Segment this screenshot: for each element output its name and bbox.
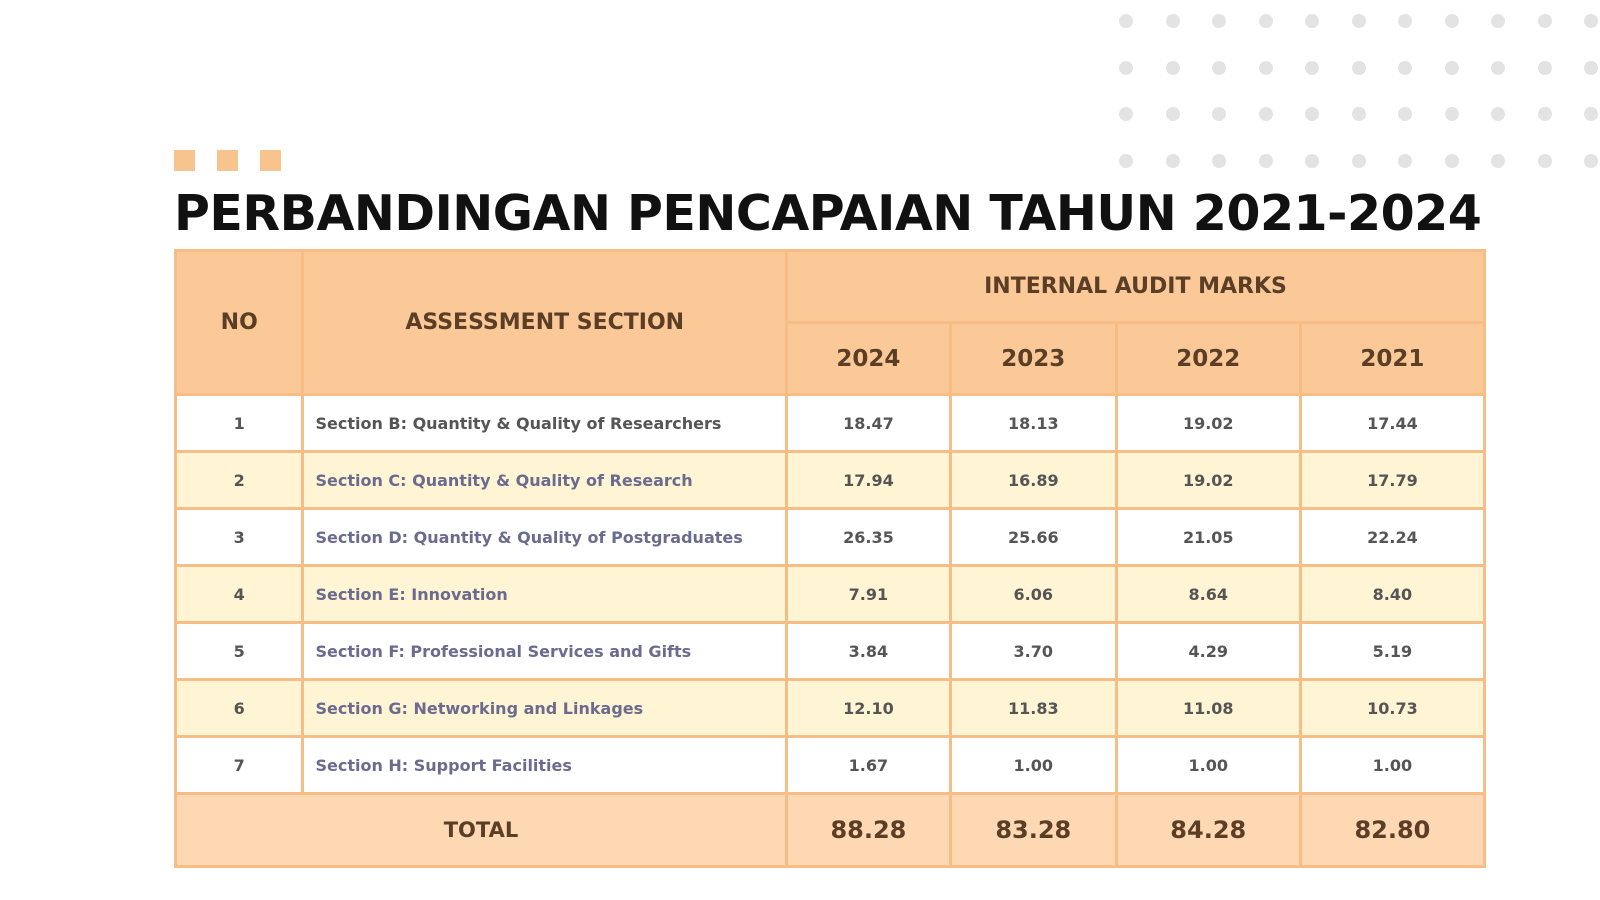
table-row: [176, 395, 1485, 452]
row-value-2022: 19.02: [1116, 395, 1300, 452]
row-value-2023: 16.89: [950, 452, 1116, 509]
header-year-2024: 2024: [786, 323, 950, 395]
square-icon: [260, 150, 281, 171]
table-row: [176, 680, 1485, 737]
dot-icon: [1305, 61, 1319, 75]
dot-icon: [1212, 107, 1226, 121]
row-value-2022: 11.08: [1116, 680, 1300, 737]
row-no: 6: [176, 680, 303, 737]
row-section: Section H: Support Facilities: [303, 737, 787, 794]
dot-icon: [1445, 107, 1459, 121]
dot-icon: [1212, 154, 1226, 168]
decorative-squares: [174, 150, 281, 170]
row-section: Section E: Innovation: [303, 566, 787, 623]
header-assessment-section: ASSESSMENT SECTION: [303, 251, 787, 395]
page-title: PERBANDINGAN PENCAPAIAN TAHUN 2021-2024: [174, 185, 1482, 242]
row-section: Section C: Quantity & Quality of Research: [303, 452, 787, 509]
dot-icon: [1491, 107, 1505, 121]
row-no: 7: [176, 737, 303, 794]
row-value-2022: 1.00: [1116, 737, 1300, 794]
row-value-2024: 18.47: [786, 395, 950, 452]
table-row: [176, 737, 1485, 794]
dot-icon: [1538, 107, 1552, 121]
dot-icon: [1398, 107, 1412, 121]
row-value-2022: 19.02: [1116, 452, 1300, 509]
dot-icon: [1259, 107, 1273, 121]
dot-icon: [1398, 14, 1412, 28]
dot-icon: [1352, 14, 1366, 28]
dot-icon: [1584, 107, 1598, 121]
total-row: [176, 794, 1485, 867]
total-value-2024: 88.28: [786, 794, 950, 867]
dot-icon: [1445, 154, 1459, 168]
dot-icon: [1119, 14, 1133, 28]
row-value-2024: 7.91: [786, 566, 950, 623]
dot-icon: [1212, 61, 1226, 75]
dot-icon: [1259, 14, 1273, 28]
dot-icon: [1398, 61, 1412, 75]
row-value-2024: 12.10: [786, 680, 950, 737]
dot-icon: [1538, 14, 1552, 28]
row-section: Section G: Networking and Linkages: [303, 680, 787, 737]
row-value-2023: 18.13: [950, 395, 1116, 452]
row-value-2023: 1.00: [950, 737, 1116, 794]
audit-comparison-table: [174, 249, 1486, 868]
row-no: 3: [176, 509, 303, 566]
dot-icon: [1584, 14, 1598, 28]
row-value-2024: 17.94: [786, 452, 950, 509]
dot-icon: [1538, 154, 1552, 168]
row-value-2021: 10.73: [1300, 680, 1484, 737]
dot-icon: [1305, 14, 1319, 28]
dot-icon: [1166, 107, 1180, 121]
dot-icon: [1352, 154, 1366, 168]
dot-icon: [1445, 61, 1459, 75]
row-value-2021: 17.44: [1300, 395, 1484, 452]
header-year-2022: 2022: [1116, 323, 1300, 395]
table-row: [176, 452, 1485, 509]
row-no: 4: [176, 566, 303, 623]
table-row: [176, 623, 1485, 680]
dot-icon: [1119, 154, 1133, 168]
row-value-2021: 22.24: [1300, 509, 1484, 566]
total-label: TOTAL: [176, 794, 787, 867]
header-internal-audit-marks: INTERNAL AUDIT MARKS: [786, 251, 1484, 323]
row-value-2021: 5.19: [1300, 623, 1484, 680]
dot-icon: [1352, 61, 1366, 75]
total-value-2022: 84.28: [1116, 794, 1300, 867]
dot-icon: [1166, 14, 1180, 28]
row-section: Section B: Quantity & Quality of Researchers: [303, 395, 787, 452]
total-value-2021: 82.80: [1300, 794, 1484, 867]
header-year-2023: 2023: [950, 323, 1116, 395]
row-value-2023: 3.70: [950, 623, 1116, 680]
row-value-2022: 21.05: [1116, 509, 1300, 566]
dot-icon: [1305, 154, 1319, 168]
square-icon: [217, 150, 238, 171]
row-value-2024: 3.84: [786, 623, 950, 680]
dot-icon: [1119, 61, 1133, 75]
dot-icon: [1352, 107, 1366, 121]
dot-icon: [1491, 154, 1505, 168]
dot-icon: [1259, 61, 1273, 75]
dot-icon: [1166, 61, 1180, 75]
decorative-dot-grid: [1119, 14, 1600, 174]
row-value-2021: 1.00: [1300, 737, 1484, 794]
dot-icon: [1584, 154, 1598, 168]
dot-icon: [1259, 154, 1273, 168]
table-row: [176, 566, 1485, 623]
row-no: 1: [176, 395, 303, 452]
row-section: Section F: Professional Services and Gifts: [303, 623, 787, 680]
dot-icon: [1538, 61, 1552, 75]
header-year-2021: 2021: [1300, 323, 1484, 395]
row-value-2022: 8.64: [1116, 566, 1300, 623]
row-value-2023: 11.83: [950, 680, 1116, 737]
row-value-2021: 8.40: [1300, 566, 1484, 623]
row-value-2024: 1.67: [786, 737, 950, 794]
row-value-2023: 6.06: [950, 566, 1116, 623]
row-value-2024: 26.35: [786, 509, 950, 566]
square-icon: [174, 150, 195, 171]
dot-icon: [1445, 14, 1459, 28]
dot-icon: [1398, 154, 1412, 168]
dot-icon: [1166, 154, 1180, 168]
dot-icon: [1491, 14, 1505, 28]
row-no: 5: [176, 623, 303, 680]
row-value-2021: 17.79: [1300, 452, 1484, 509]
row-value-2022: 4.29: [1116, 623, 1300, 680]
dot-icon: [1212, 14, 1226, 28]
header-no: NO: [176, 251, 303, 395]
row-value-2023: 25.66: [950, 509, 1116, 566]
row-no: 2: [176, 452, 303, 509]
row-section: Section D: Quantity & Quality of Postgraduates: [303, 509, 787, 566]
table-row: [176, 509, 1485, 566]
dot-icon: [1491, 61, 1505, 75]
dot-icon: [1305, 107, 1319, 121]
dot-icon: [1119, 107, 1133, 121]
total-value-2023: 83.28: [950, 794, 1116, 867]
dot-icon: [1584, 61, 1598, 75]
